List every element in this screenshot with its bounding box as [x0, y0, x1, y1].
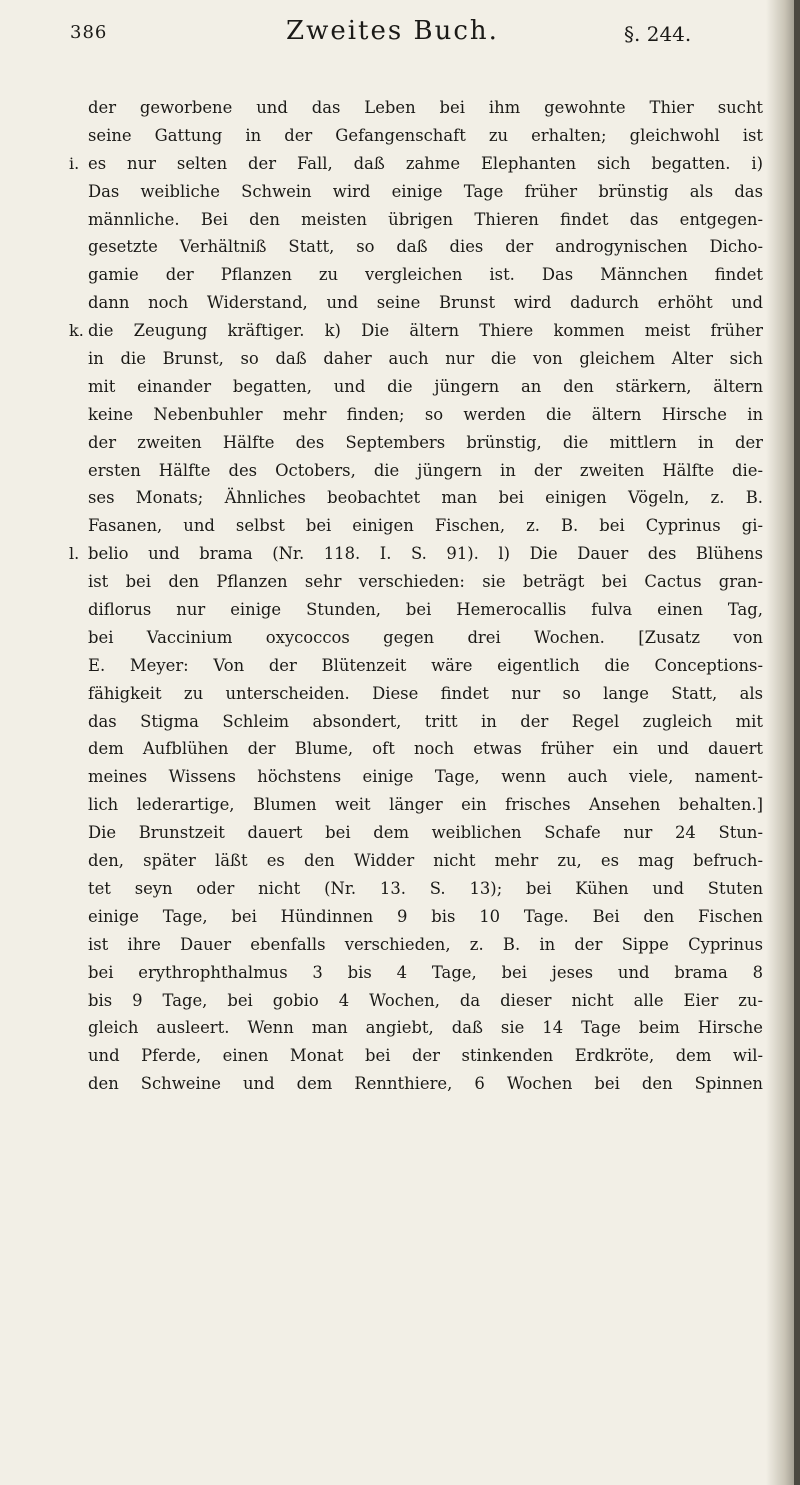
- text-line: [88, 122, 763, 150]
- text-line: [88, 987, 763, 1015]
- text-line: [69, 540, 763, 568]
- text-line: [88, 94, 763, 122]
- line-text: mit einander begatten, und die jüngern an den stärkern, ältern: [88, 376, 763, 396]
- text-line: [88, 512, 763, 540]
- text-line: [88, 735, 763, 763]
- text-line: [88, 233, 763, 261]
- text-line: [88, 931, 763, 959]
- line-text: ist ihre Dauer ebenfalls verschieden, z. B. in der Sippe Cyprinus: [88, 934, 763, 954]
- line-text: E. Meyer: Von der Blütenzeit wäre eigentlich die Conceptions-: [88, 655, 763, 675]
- line-text: einige Tage, bei Hündinnen 9 bis 10 Tage. Bei den Fischen: [88, 906, 763, 926]
- text-line: [88, 289, 763, 317]
- line-text: Fasanen, und selbst bei einigen Fischen, z. B. bei Cyprinus gi-: [88, 516, 763, 536]
- line-text: Die Brunstzeit dauert bei dem weiblichen Schafe nur 24 Stun-: [88, 823, 763, 843]
- text-line: [88, 1014, 763, 1042]
- line-text: bei erythrophthalmus 3 bis 4 Tage, bei jeses und brama 8: [88, 962, 763, 982]
- line-text: diflorus nur einige Stunden, bei Hemerocallis fulva einen Tag,: [88, 600, 763, 620]
- line-text: gamie der Pflanzen zu vergleichen ist. Das Männchen findet: [88, 265, 763, 285]
- text-line: [88, 708, 763, 736]
- line-text: lich lederartige, Blumen weit länger ein frisches Ansehen behalten.]: [88, 795, 763, 815]
- text-line: [88, 1042, 763, 1070]
- line-text: meines Wissens höchstens einige Tage, wenn auch viele, nament-: [88, 767, 763, 787]
- line-text: bis 9 Tage, bei gobio 4 Wochen, da dieser nicht alle Eier zu-: [88, 990, 763, 1010]
- line-text: seine Gattung in der Gefangenschaft zu erhalten; gleichwohl ist: [88, 125, 763, 145]
- text-line: [69, 317, 763, 345]
- text-line: [88, 680, 763, 708]
- section-number: §. 244.: [624, 22, 692, 46]
- margin-note-marker: k.: [69, 321, 84, 341]
- text-line: [88, 178, 763, 206]
- margin-note-marker: l.: [69, 544, 80, 564]
- line-text: ersten Hälfte des Octobers, die jüngern in der zweiten Hälfte die-: [88, 460, 763, 480]
- text-line: [88, 345, 763, 373]
- line-text: keine Nebenbuhler mehr finden; so werden die ältern Hirsche in: [88, 404, 763, 424]
- text-line: [88, 875, 763, 903]
- line-text: gleich ausleert. Wenn man angiebt, daß sie 14 Tage beim Hirsche: [88, 1018, 763, 1038]
- line-text: ist bei den Pflanzen sehr verschieden: sie beträgt bei Cactus gran-: [88, 572, 763, 592]
- line-text: fähigkeit zu unterscheiden. Diese findet nur so lange Statt, als: [88, 683, 763, 703]
- text-line: [88, 261, 763, 289]
- text-line: [88, 847, 763, 875]
- text-line: [88, 484, 763, 512]
- line-text: und Pferde, einen Monat bei der stinkenden Erdkröte, dem wil-: [88, 1046, 763, 1066]
- line-text: die Zeugung kräftiger. k) Die ältern Thiere kommen meist früher: [88, 321, 763, 341]
- text-line: [88, 1070, 763, 1098]
- line-text: den Schweine und dem Rennthiere, 6 Wochen bei den Spinnen: [88, 1074, 763, 1094]
- text-line: [88, 596, 763, 624]
- text-line: [88, 624, 763, 652]
- body-text: [69, 94, 763, 1098]
- text-line: [88, 903, 763, 931]
- text-line: [88, 791, 763, 819]
- text-line: [88, 652, 763, 680]
- line-text: belio und brama (Nr. 118. I. S. 91). l) Die Dauer des Blühens: [88, 544, 763, 564]
- text-line: [88, 568, 763, 596]
- line-text: der zweiten Hälfte des Septembers brünstig, die mittlern in der: [88, 432, 763, 452]
- running-title: Zweites Buch.: [286, 16, 499, 46]
- line-text: männliche. Bei den meisten übrigen Thieren findet das entgegen-: [88, 209, 763, 229]
- line-text: bei Vaccinium oxycoccos gegen drei Wochen. [Zusatz von: [88, 627, 763, 647]
- line-text: das Stigma Schleim absondert, tritt in der Regel zugleich mit: [88, 711, 763, 731]
- line-text: tet seyn oder nicht (Nr. 13. S. 13); bei Kühen und Stuten: [88, 878, 763, 898]
- text-line: [88, 401, 763, 429]
- line-text: Das weibliche Schwein wird einige Tage früher brünstig als das: [88, 181, 763, 201]
- line-text: ses Monats; Ähnliches beobachtet man bei einigen Vögeln, z. B.: [88, 488, 763, 508]
- line-text: dann noch Widerstand, und seine Brunst wird dadurch erhöht und: [88, 293, 763, 313]
- text-line: [88, 959, 763, 987]
- line-text: in die Brunst, so daß daher auch nur die von gleichem Alter sich: [88, 349, 763, 369]
- page-header: [0, 10, 800, 50]
- line-text: der geworbene und das Leben bei ihm gewohnte Thier sucht: [88, 98, 763, 117]
- line-text: den, später läßt es den Widder nicht mehr zu, es mag befruch-: [88, 851, 763, 871]
- page-number: 386: [70, 22, 108, 43]
- text-line: [69, 150, 763, 178]
- text-line: [88, 429, 763, 457]
- text-line: [88, 206, 763, 234]
- page-edge: [794, 0, 800, 1485]
- line-text: gesetzte Verhältniß Statt, so daß dies der androgynischen Dicho-: [88, 237, 763, 257]
- text-line: [88, 457, 763, 485]
- text-line: [88, 819, 763, 847]
- line-text: es nur selten der Fall, daß zahme Elephanten sich begatten. i): [88, 153, 763, 173]
- text-line: [88, 763, 763, 791]
- margin-note-marker: i.: [69, 153, 80, 173]
- line-text: dem Aufblühen der Blume, oft noch etwas früher ein und dauert: [88, 739, 763, 759]
- text-line: [88, 373, 763, 401]
